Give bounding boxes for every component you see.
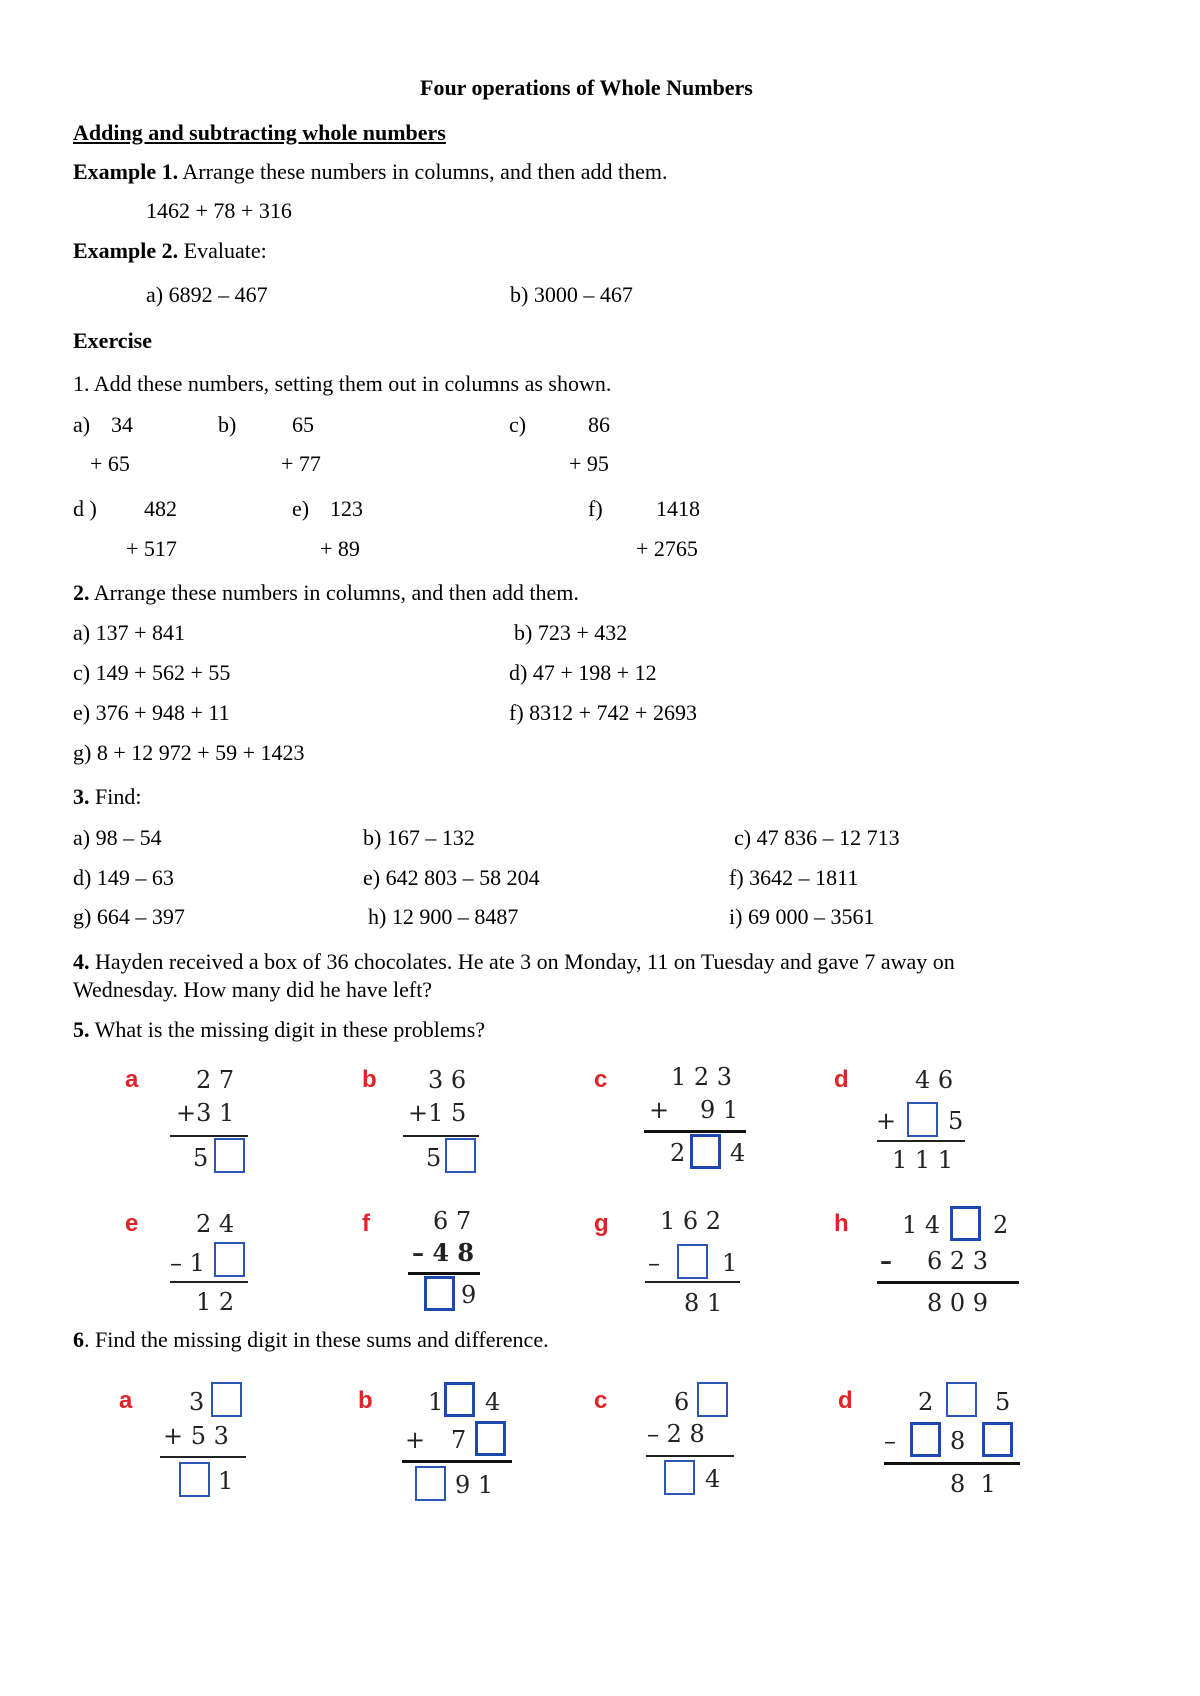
q3-text (73, 786, 141, 808)
q6-d-answer-box-top[interactable] (946, 1382, 977, 1417)
q5-c-result-left: 2 (670, 1139, 686, 1167)
q5-label-c: c (594, 1066, 608, 1093)
example-1-expression: 1462 + 78 + 316 (146, 198, 292, 223)
q5-label-b: b (362, 1066, 377, 1093)
q1-a-bottom: + 65 (90, 451, 130, 476)
q1-b-bottom: + 77 (281, 451, 321, 476)
q6-b-answer-box-top[interactable] (444, 1382, 475, 1417)
example-2-b: b) 3000 – 467 (510, 282, 633, 307)
q5-f-top: 6 7 (433, 1207, 472, 1235)
q1-c-bottom: + 95 (569, 451, 609, 476)
q6-text (73, 1329, 549, 1351)
q5-d-answer-box[interactable] (907, 1102, 938, 1137)
q6-label-c: c (594, 1387, 608, 1414)
q5-label-g: g (594, 1210, 609, 1237)
q5-label-a: a (125, 1066, 139, 1093)
q2-instruction: Arrange these numbers in columns, and then add them. (89, 580, 579, 605)
q5-a-result: 5 (193, 1144, 209, 1172)
example-2-label: Example 2. (73, 238, 179, 263)
q6-c-line (646, 1455, 734, 1457)
q5-h-result: 8 0 9 (927, 1289, 989, 1317)
q5-b-result: 5 (426, 1144, 442, 1172)
q6-b-op: + (405, 1426, 426, 1454)
q5-g-line (645, 1281, 740, 1283)
q2-b: b) 723 + 432 (514, 620, 628, 645)
q5-b-answer-box[interactable] (445, 1138, 476, 1173)
q5-f-answer-box[interactable] (424, 1276, 455, 1311)
q6-b-line (402, 1460, 512, 1463)
q5-g-op: – (648, 1249, 660, 1277)
q6-a-top: 3 (189, 1388, 205, 1416)
q6-d-answer-box-middle-right[interactable] (982, 1422, 1013, 1457)
q5-e-result: 1 2 (196, 1288, 235, 1316)
example-1 (73, 161, 668, 183)
q6-c-middle: – 2 8 (647, 1420, 705, 1448)
q5-g-result: 8 1 (684, 1289, 723, 1317)
q3-a: a) 98 – 54 (73, 825, 162, 850)
q1-e-top: 123 (330, 496, 363, 521)
q5-number: 5. (73, 1017, 90, 1042)
q6-a-result-right: 1 (218, 1467, 234, 1495)
q3-i: i) 69 000 – 3561 (729, 904, 875, 929)
q4-line1 (73, 951, 955, 973)
q5-e-top: 2 4 (196, 1210, 235, 1238)
q5-d-result: 1 1 1 (892, 1146, 954, 1174)
q6-b-middle: 7 (451, 1426, 467, 1454)
q6-d-top-right: 5 (995, 1388, 1011, 1416)
q6-c-answer-box-top[interactable] (697, 1382, 728, 1417)
q6-label-b: b (358, 1387, 373, 1414)
q3-d: d) 149 – 63 (73, 865, 174, 890)
q5-label-h: h (834, 1210, 849, 1237)
q5-a-answer-box[interactable] (214, 1138, 245, 1173)
example-1-label: Example 1. (73, 159, 179, 184)
q4-text-1: Hayden received a box of 36 chocolates. He ate 3 on Monday, 11 on Tuesday and gave 7 away on (89, 949, 955, 974)
q1-d-bottom: + 517 (126, 536, 177, 561)
q6-instruction: . Find the missing digit in these sums and difference. (84, 1327, 549, 1352)
q6-d-middle: 8 (950, 1427, 966, 1455)
q5-b-middle: +1 5 (408, 1099, 467, 1127)
q5-e-op: – 1 (170, 1249, 205, 1277)
q5-a-middle: +3 1 (176, 1099, 235, 1127)
q4-number: 4. (73, 949, 90, 974)
q6-d-line (884, 1462, 1020, 1465)
q6-a-answer-box-result[interactable] (179, 1462, 210, 1497)
q3-f: f) 3642 – 1811 (729, 865, 859, 890)
q6-b-result: 9 1 (455, 1471, 494, 1499)
q5-instruction: What is the missing digit in these problems? (89, 1017, 486, 1042)
q5-c-line (644, 1130, 746, 1133)
q5-text (73, 1019, 485, 1041)
section-heading: Adding and subtracting whole numbers (73, 120, 446, 145)
q5-h-line (877, 1281, 1019, 1284)
q6-c-result-right: 4 (705, 1465, 721, 1493)
q5-f-middle: – 4 8 (412, 1238, 475, 1267)
q6-d-result: 8 1 (950, 1470, 996, 1498)
q5-c-result-right: 4 (730, 1139, 746, 1167)
exercise-heading: Exercise (73, 328, 153, 353)
q1-e-label: e) (292, 496, 310, 521)
q5-d-line (877, 1140, 965, 1142)
q3-g: g) 664 – 397 (73, 904, 185, 929)
q3-h: h) 12 900 – 8487 (368, 904, 519, 929)
q6-d-answer-box-middle-left[interactable] (910, 1422, 941, 1457)
q5-d-middle-right: 5 (948, 1107, 964, 1135)
q1-f-label: f) (588, 496, 603, 521)
q1-f-bottom: + 2765 (636, 536, 698, 561)
q6-number: 6 (73, 1327, 84, 1352)
q2-f: f) 8312 + 742 + 2693 (509, 700, 697, 725)
q6-d-top-left: 2 (918, 1388, 934, 1416)
q1-text: 1. Add these numbers, setting them out in columns as shown. (73, 371, 612, 396)
example-2-text: Evaluate: (178, 238, 267, 263)
q3-e: e) 642 803 – 58 204 (363, 865, 540, 890)
q6-label-d: d (838, 1387, 853, 1414)
q5-h-top-right: 2 (993, 1211, 1009, 1239)
example-2 (73, 240, 267, 262)
q6-b-answer-box-middle[interactable] (475, 1421, 506, 1456)
q5-label-d: d (834, 1066, 849, 1093)
q1-e-bottom: + 89 (320, 536, 360, 561)
q2-e: e) 376 + 948 + 11 (73, 700, 230, 725)
q2-text (73, 582, 579, 604)
q6-b-answer-box-result[interactable] (415, 1466, 446, 1501)
q6-a-middle: + 5 3 (163, 1422, 229, 1450)
q5-c-answer-box[interactable] (690, 1134, 721, 1169)
q5-label-f: f (362, 1210, 370, 1237)
q5-a-top: 2 7 (196, 1066, 235, 1094)
q5-h-op: – (880, 1246, 892, 1275)
q2-g: g) 8 + 12 972 + 59 + 1423 (73, 740, 305, 765)
q5-e-line (170, 1281, 248, 1283)
q5-g-top: 1 6 2 (660, 1207, 722, 1235)
q1-b-label: b) (218, 412, 237, 437)
q5-g-answer-box[interactable] (677, 1244, 708, 1279)
q5-b-top: 3 6 (428, 1066, 467, 1094)
q1-d-label: d ) (73, 496, 97, 521)
q2-d: d) 47 + 198 + 12 (509, 660, 657, 685)
q6-b-top-right: 4 (485, 1388, 501, 1416)
q5-h-top-left: 1 4 (902, 1211, 941, 1239)
q6-c-top: 6 (674, 1388, 690, 1416)
q5-b-line (403, 1135, 479, 1137)
example-1-text: Arrange these numbers in columns, and then add them. (178, 159, 668, 184)
q6-b-top-left: 1 (428, 1388, 444, 1416)
q1-b-top: 65 (292, 412, 314, 437)
q5-f-line (408, 1272, 480, 1275)
q5-h-middle: 6 2 3 (927, 1247, 989, 1275)
q1-d-top: 482 (144, 496, 177, 521)
q2-a: a) 137 + 841 (73, 620, 185, 645)
q2-c: c) 149 + 562 + 55 (73, 660, 231, 685)
q6-d-op: – (884, 1427, 896, 1455)
q1-a-label: a) (73, 412, 91, 437)
q5-f-result-right: 9 (461, 1281, 477, 1309)
q5-d-top: 4 6 (915, 1066, 954, 1094)
q1-c-top: 86 (588, 412, 610, 437)
q3-instruction: Find: (89, 784, 142, 809)
q5-h-answer-box[interactable] (950, 1206, 981, 1241)
q5-c-op: + (649, 1096, 670, 1124)
q5-c-middle: 9 1 (700, 1096, 739, 1124)
q1-f-top: 1418 (656, 496, 700, 521)
page-title: Four operations of Whole Numbers (420, 75, 753, 100)
q3-c: c) 47 836 – 12 713 (734, 825, 900, 850)
q4-line2: Wednesday. How many did he have left? (73, 977, 433, 1002)
q1-c-label: c) (509, 412, 527, 437)
q6-a-line (160, 1456, 246, 1458)
q5-g-middle-right: 1 (722, 1249, 738, 1277)
q5-c-top: 1 2 3 (671, 1063, 733, 1091)
q3-b: b) 167 – 132 (363, 825, 475, 850)
q6-label-a: a (119, 1387, 133, 1414)
q5-d-op: + (876, 1107, 897, 1135)
q5-e-answer-box[interactable] (214, 1242, 245, 1277)
q5-a-line (170, 1135, 248, 1137)
example-2-a: a) 6892 – 467 (146, 282, 268, 307)
q2-number: 2. (73, 580, 90, 605)
q1-a-top: 34 (111, 412, 133, 437)
q6-a-answer-box-top[interactable] (211, 1382, 242, 1417)
q5-label-e: e (125, 1210, 139, 1237)
q3-number: 3. (73, 784, 90, 809)
q6-c-answer-box-result[interactable] (664, 1460, 695, 1495)
